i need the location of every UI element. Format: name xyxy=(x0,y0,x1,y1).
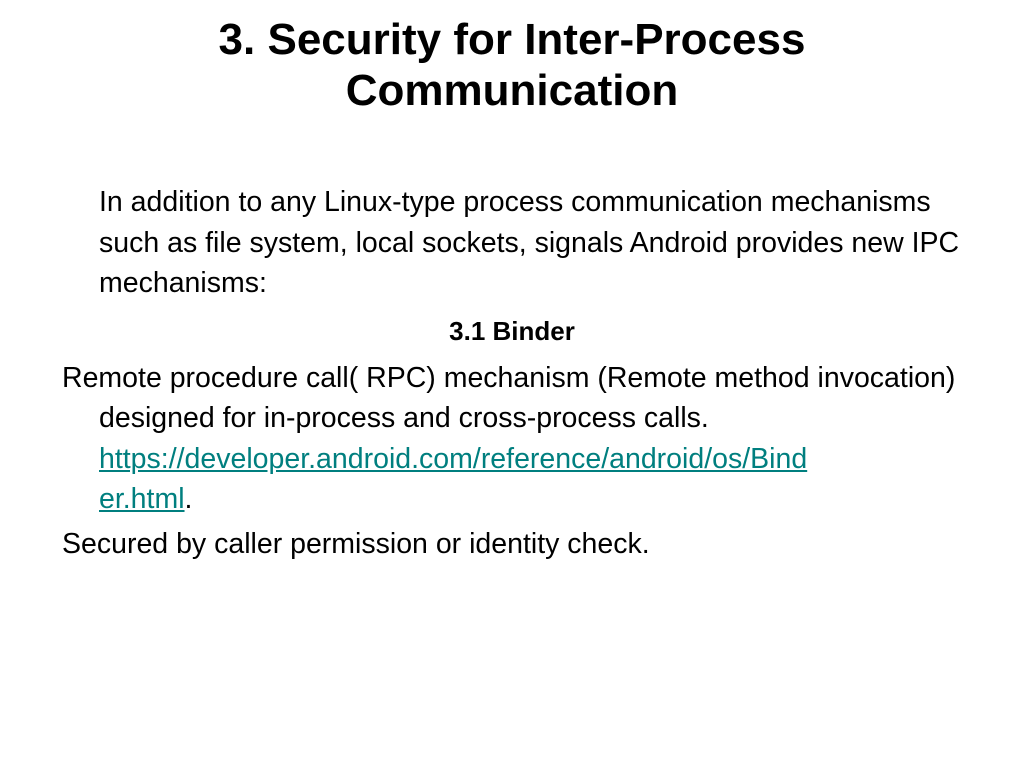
section-heading-binder: 3.1 Binder xyxy=(449,315,575,346)
slide-title-line-2: Communication xyxy=(345,66,679,115)
binder-link-suffix: . xyxy=(184,483,193,515)
security-note: Secured by caller permission or identity check. xyxy=(62,527,650,560)
intro-paragraph: In addition to any Linux-type process communication mechanisms such as file system, local sockets, signals Android provides new IPC mechanisms: xyxy=(99,186,960,299)
binder-description xyxy=(62,358,962,520)
binder-doc-link-part-2: er.html xyxy=(99,483,185,515)
binder-doc-link-part-1: https://developer.android.com/reference/android/os/Bind xyxy=(99,442,808,475)
binder-doc-link[interactable] xyxy=(99,443,807,516)
binder-description-text: Remote procedure call( RPC) mechanism (Remote method invocation) designed for in-process and cross-process calls. xyxy=(62,361,956,434)
slide-body xyxy=(62,182,962,564)
slide-title xyxy=(60,14,964,116)
slide-title-line-1: 3. Security for Inter-Process xyxy=(218,15,806,64)
